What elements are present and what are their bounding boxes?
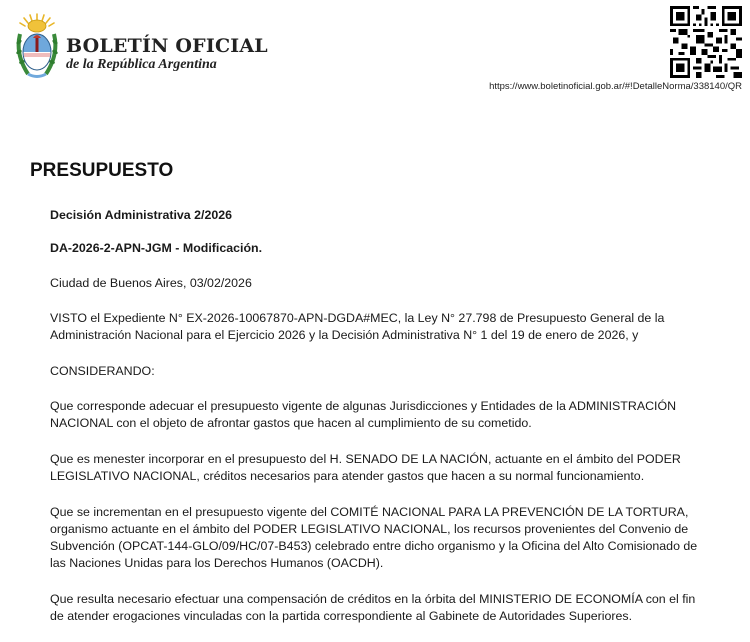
brand xyxy=(66,36,268,74)
decision-code: DA-2026-2-APN-JGM - Modificación. xyxy=(50,241,263,255)
brand-title: BOLETÍN OFICIAL xyxy=(66,35,268,57)
considerando-paragraph-1: Que corresponde adecuar el presupuesto vigente de algunas Jurisdicciones y Entidades de la ADMINISTRACIÓN NACIONAL con el objeto de afrontar gastos que hacen al cumplimiento de su cometido. xyxy=(50,399,677,430)
considerando-paragraph-4: Que resulta necesario efectuar una compensación de créditos en la órbita del MINISTERIO DE ECONOMÍA con el fin de atender erogaciones vinculadas con la partida correspondiente al Gabinete de Autoridades Superiores. xyxy=(50,592,696,623)
visto-paragraph: VISTO el Expediente N° EX-2026-10067870-APN-DGDA#MEC, la Ley N° 27.798 de Presupuesto General de la Administración Nacional para el Ejercicio 2026 y la Decisión Administrativa N° 1 del 19 de enero de 2026, y xyxy=(50,311,665,342)
considerando-heading: CONSIDERANDO: xyxy=(50,364,155,378)
qr-code-icon xyxy=(670,6,742,78)
place-date: Ciudad de Buenos Aires, 03/02/2026 xyxy=(50,276,252,290)
considerando-paragraph-2: Que es menester incorporar en el presupuesto del H. SENADO DE LA NACIÓN, actuante en el ámbito del PODER LEGISLATIVO NACIONAL, créditos necesarios para atender gastos que hacen a su normal funcionamiento. xyxy=(50,452,681,483)
page-header xyxy=(0,0,750,100)
document-url[interactable]: https://www.boletinoficial.gob.ar/#!DetalleNorma/338140/QR xyxy=(489,81,742,92)
decision-title: Decisión Administrativa 2/2026 xyxy=(50,208,233,222)
considerando-paragraph-3: Que se incrementan en el presupuesto vigente del COMITÉ NACIONAL PARA LA PREVENCIÓN DE LA TORTURA, organismo actuante en el ámbito del PODER LEGISLATIVO NACIONAL, los recursos provenientes del Convenio de Subvención (OPCAT-144-GLO/09/HC/07-B453) celebrado entre dicho organismo y la Oficina del Alto Comisionado de las Naciones Unidas para los Derechos Humanos (OACDH). xyxy=(50,505,698,570)
argentina-coat-of-arms-icon xyxy=(14,12,60,82)
brand-subtitle: de la República Argentina xyxy=(66,57,217,72)
section-title: PRESUPUESTO xyxy=(30,160,174,181)
